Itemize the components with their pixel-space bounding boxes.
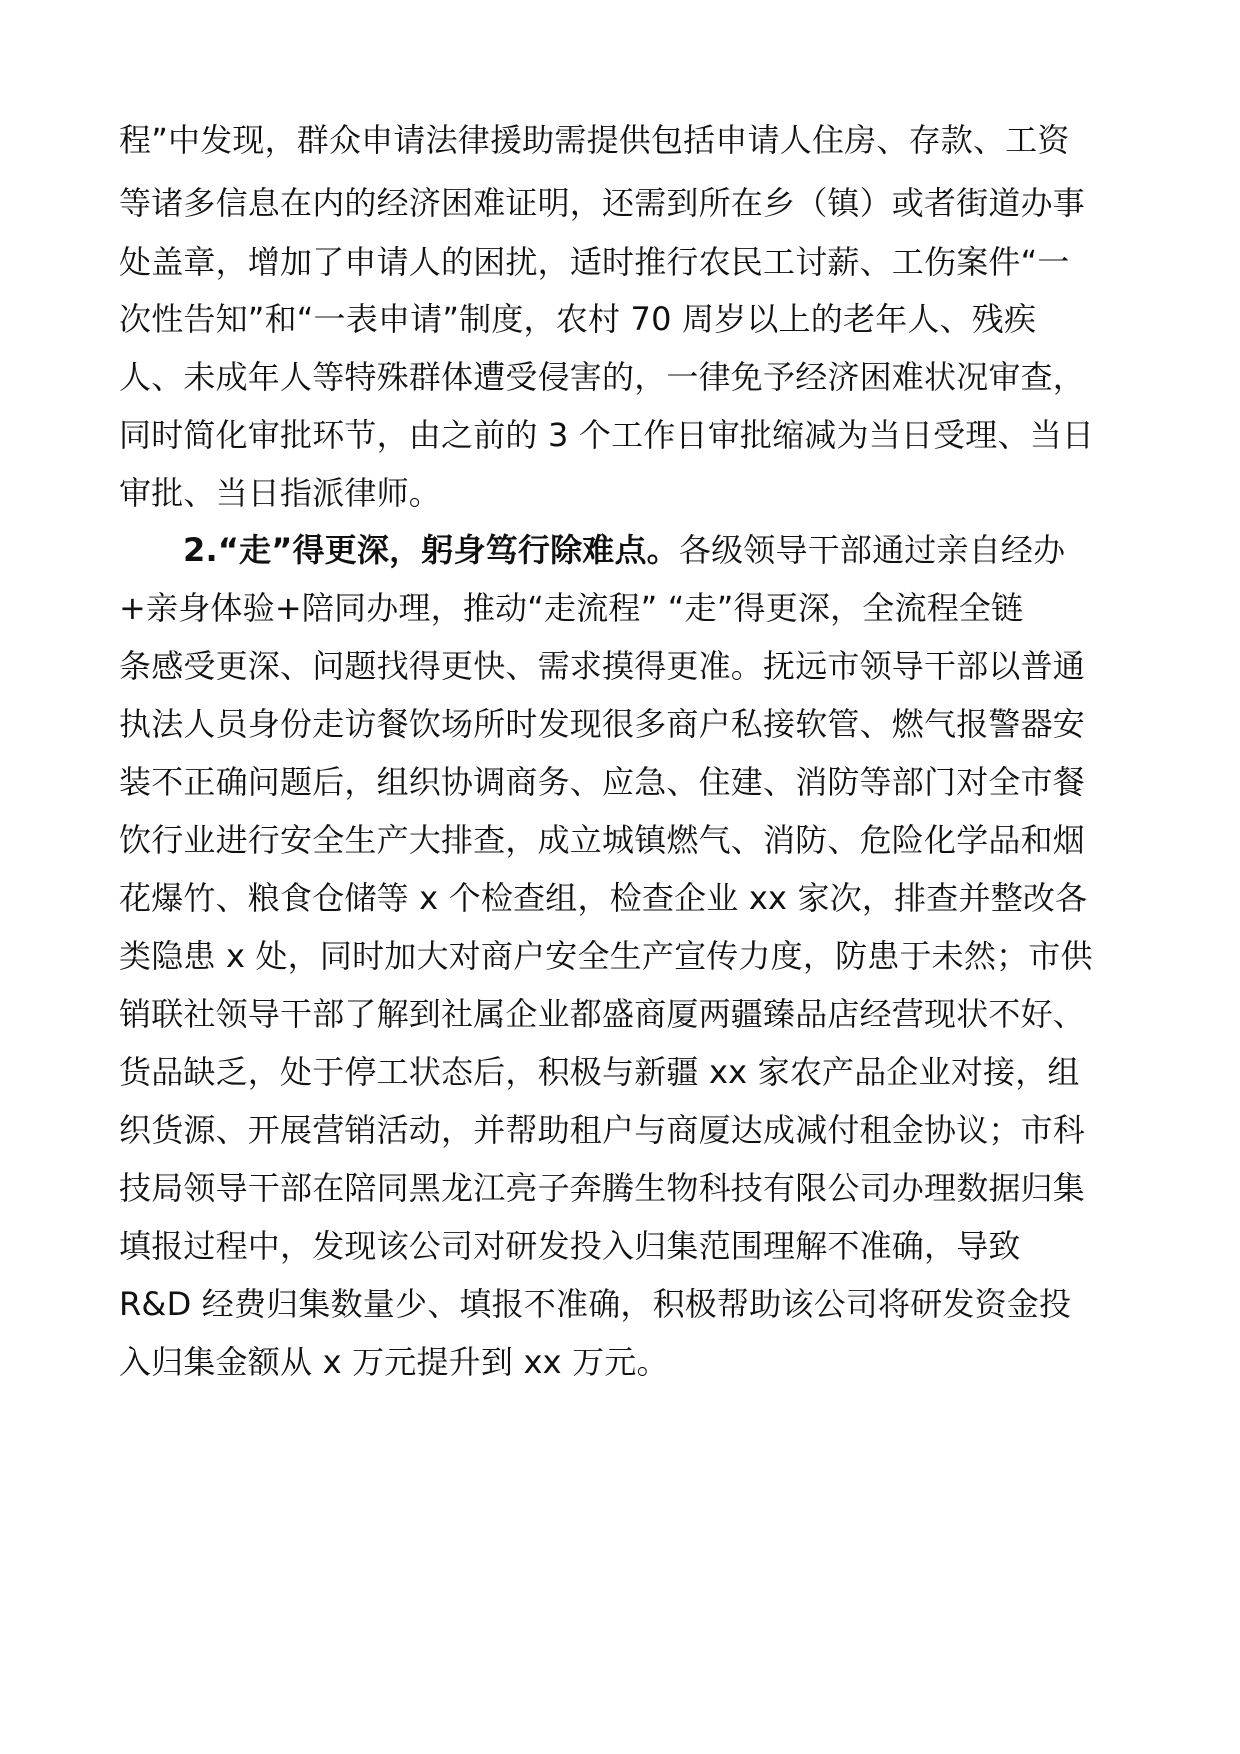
text-line: 次性告知”和“一表申请”制度，农村 70 周岁以上的老年人、残疾 xyxy=(119,300,1037,338)
text-line: 执法人员身份走访餐饮场所时发现很多商户私接软管、燃气报警器安 xyxy=(119,705,1086,743)
section-heading-continuation: 各级领导干部通过亲自经办 xyxy=(678,531,1066,569)
section-heading-line xyxy=(183,518,1133,582)
text-line: 条感受更深、问题找得更快、需求摸得更准。抚远市领导干部以普通 xyxy=(119,647,1086,685)
text-line: 处盖章，增加了申请人的困扰，适时推行农民工讨薪、工伤案件“一 xyxy=(119,243,1070,281)
text-line: +亲身体验+陪同办理，推动“走流程” “走”得更深，全流程全链 xyxy=(119,589,1024,627)
text-line: 花爆竹、粮食仓储等 x 个检查组，检查企业 xx 家次，排查并整改各 xyxy=(119,879,1088,917)
section-heading: 2.“走”得更深，躬身笃行除难点。 xyxy=(183,531,679,569)
text-line: 填报过程中，发现该公司对研发投入归集范围理解不准确，导致 xyxy=(119,1227,1021,1265)
text-line: 装不正确问题后，组织协调商务、应急、住建、消防等部门对全市餐 xyxy=(119,763,1086,801)
text-line: 审批、当日指派律师。 xyxy=(119,474,442,512)
text-line: 饮行业进行安全生产大排查，成立城镇燃气、消防、危险化学品和烟 xyxy=(119,821,1086,859)
text-line: R&D 经费归集数量少、填报不准确，积极帮助该公司将研发资金投 xyxy=(119,1285,1072,1323)
text-line: 等诸多信息在内的经济困难证明，还需到所在乡（镇）或者街道办事 xyxy=(119,184,1086,222)
text-line: 人、未成年人等特殊群体遭受侵害的，一律免予经济困难状况审查， xyxy=(119,358,1086,396)
text-line: 入归集金额从 x 万元提升到 xx 万元。 xyxy=(119,1343,669,1381)
text-line: 技局领导干部在陪同黑龙江亮子奔腾生物科技有限公司办理数据归集 xyxy=(119,1169,1086,1207)
text-line: 同时简化审批环节，由之前的 3 个工作日审批缩减为当日受理、当日 xyxy=(119,416,1095,454)
text-line: 货品缺乏，处于停工状态后，积极与新疆 xx 家农产品企业对接，组 xyxy=(119,1053,1080,1091)
text-line: 类隐患 x 处，同时加大对商户安全生产宣传力度，防患于未然；市供 xyxy=(119,937,1093,975)
text-line: 程”中发现，群众申请法律援助需提供包括申请人住房、存款、工资 xyxy=(119,121,1070,159)
text-line: 织货源、开展营销活动，并帮助租户与商厦达成减付租金协议；市科 xyxy=(119,1111,1086,1149)
text-line: 销联社领导干部了解到社属企业都盛商厦两疆臻品店经营现状不好、 xyxy=(119,995,1086,1033)
